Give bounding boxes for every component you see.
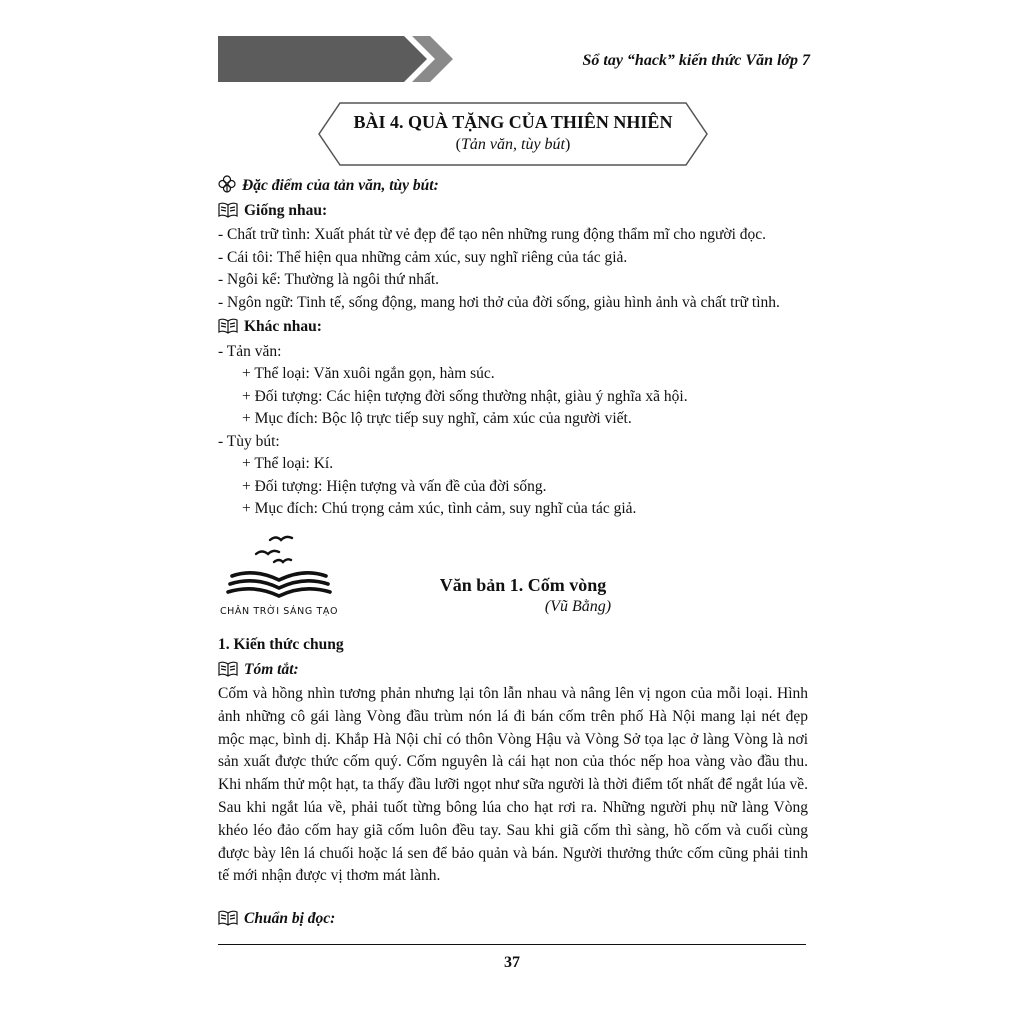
- features-heading-line: [218, 175, 813, 198]
- section1-header: [218, 634, 813, 681]
- similar-item: - Ngôn ngữ: Tinh tế, sống động, mang hơi thở của đời sống, giàu hình ảnh và chất trữ tình.: [218, 293, 780, 311]
- similar-item: - Chất trữ tình: Xuất phát từ vẻ đẹp để tạo nên những rung động thẩm mĩ cho người đọc.: [218, 226, 767, 243]
- summary-paragraph: Cốm và hồng nhìn tương phản nhưng lại tôn lẫn nhau và nâng lên vị ngon của mỗi loại. Hình ảnh những cô gái làng Vòng đầu trùm nón lá đi bán cốm trên phố Hà Nội mang lại nét đẹp mộc mạc, bình dị. Khắp Hà Nội chỉ có thôn Vòng Hậu và Vòng Sở tọa lạc ở làng Vòng là nơi sản xuất được thức cốm quý. Cốm nguyên là cái hạt non của thóc nếp hoa vàng vào đầu thu. Khi nhấm thử một hạt, ta thấy đầu lưỡi ngọt như sữa người là thời điểm tốt nhất để ngắt lúa về. Sau khi ngắt lúa về, phải tuốt từng bông lúa cho hạt rơi ra. Những người phụ nữ làng Vòng khéo léo đảo cốm hay giã cốm luôn đều tay. Sau khi giã cốm thì sàng, hồ cốm và cuối cùng được bày lên lá chuối hoặc lá sen để bảo quản và bán. Người thưởng thức cốm cũng phải tinh tế mới nhận được vị thơm mát lành.: [218, 685, 808, 885]
- prep-heading-line: [218, 908, 813, 931]
- publisher-logo-text: CHÂN TRỜI SÁNG TẠO: [219, 606, 339, 617]
- similar-heading-line: [218, 200, 813, 223]
- summary-heading: Tóm tắt:: [244, 660, 299, 678]
- summary-heading-line: [218, 659, 813, 682]
- tan-van-item: + Đối tượng: Các hiện tượng đời sống thường nhật, giàu ý nghĩa xã hội.: [242, 387, 688, 405]
- header-banner-arrows: [218, 36, 454, 82]
- footer-rule: [218, 944, 806, 945]
- page-number: 37: [504, 954, 520, 971]
- tan-van-label: - Tản văn:: [218, 342, 282, 360]
- open-book-icon: [218, 910, 238, 926]
- tan-van-item: + Mục đích: Bộc lộ trực tiếp suy nghĩ, cảm xúc của người viết.: [242, 410, 632, 427]
- similar-item: - Cái tôi: Thể hiện qua những cảm xúc, suy nghĩ riêng của tác giả.: [218, 248, 628, 266]
- different-heading: Khác nhau:: [244, 318, 322, 335]
- text-piece-author: (Vũ Bằng): [544, 598, 612, 615]
- similar-item: - Ngôi kể: Thường là ngôi thứ nhất.: [218, 271, 440, 288]
- running-title: Sổ tay “hack” kiến thức Văn lớp 7: [582, 52, 810, 69]
- lesson-subtitle: (Tản văn, tùy bút): [455, 136, 571, 153]
- tuy-but-item: + Thể loại: Kí.: [242, 455, 334, 472]
- publisher-logo: [218, 532, 340, 622]
- open-book-icon: [218, 202, 238, 218]
- text-piece-title: Văn bản 1. Cốm vòng: [439, 575, 607, 595]
- similar-heading: Giống nhau:: [244, 201, 328, 219]
- open-book-icon: [218, 661, 238, 677]
- tan-van-item: + Thể loại: Văn xuôi ngắn gọn, hàm súc.: [242, 365, 495, 382]
- open-book-icon: [218, 318, 238, 334]
- prep-heading: Chuẩn bị đọc:: [244, 910, 336, 927]
- features-section: [218, 175, 813, 521]
- section1-heading: 1. Kiến thức chung: [218, 636, 344, 653]
- different-heading-line: [218, 316, 813, 339]
- book-birds-icon: [218, 532, 340, 604]
- lesson-title: BÀI 4. QUÀ TẶNG CỦA THIÊN NHIÊN: [353, 112, 673, 132]
- flower-icon: [218, 175, 236, 193]
- tuy-but-item: + Mục đích: Chú trọng cảm xúc, tình cảm, suy nghĩ của tác giả.: [242, 500, 637, 517]
- lesson-title-box: [318, 102, 708, 166]
- tuy-but-item: + Đối tượng: Hiện tượng và vấn đề của đời sống.: [242, 477, 547, 495]
- tuy-but-label: - Tùy bút:: [218, 432, 280, 450]
- features-heading: Đặc điểm của tản văn, tùy bút:: [242, 177, 439, 194]
